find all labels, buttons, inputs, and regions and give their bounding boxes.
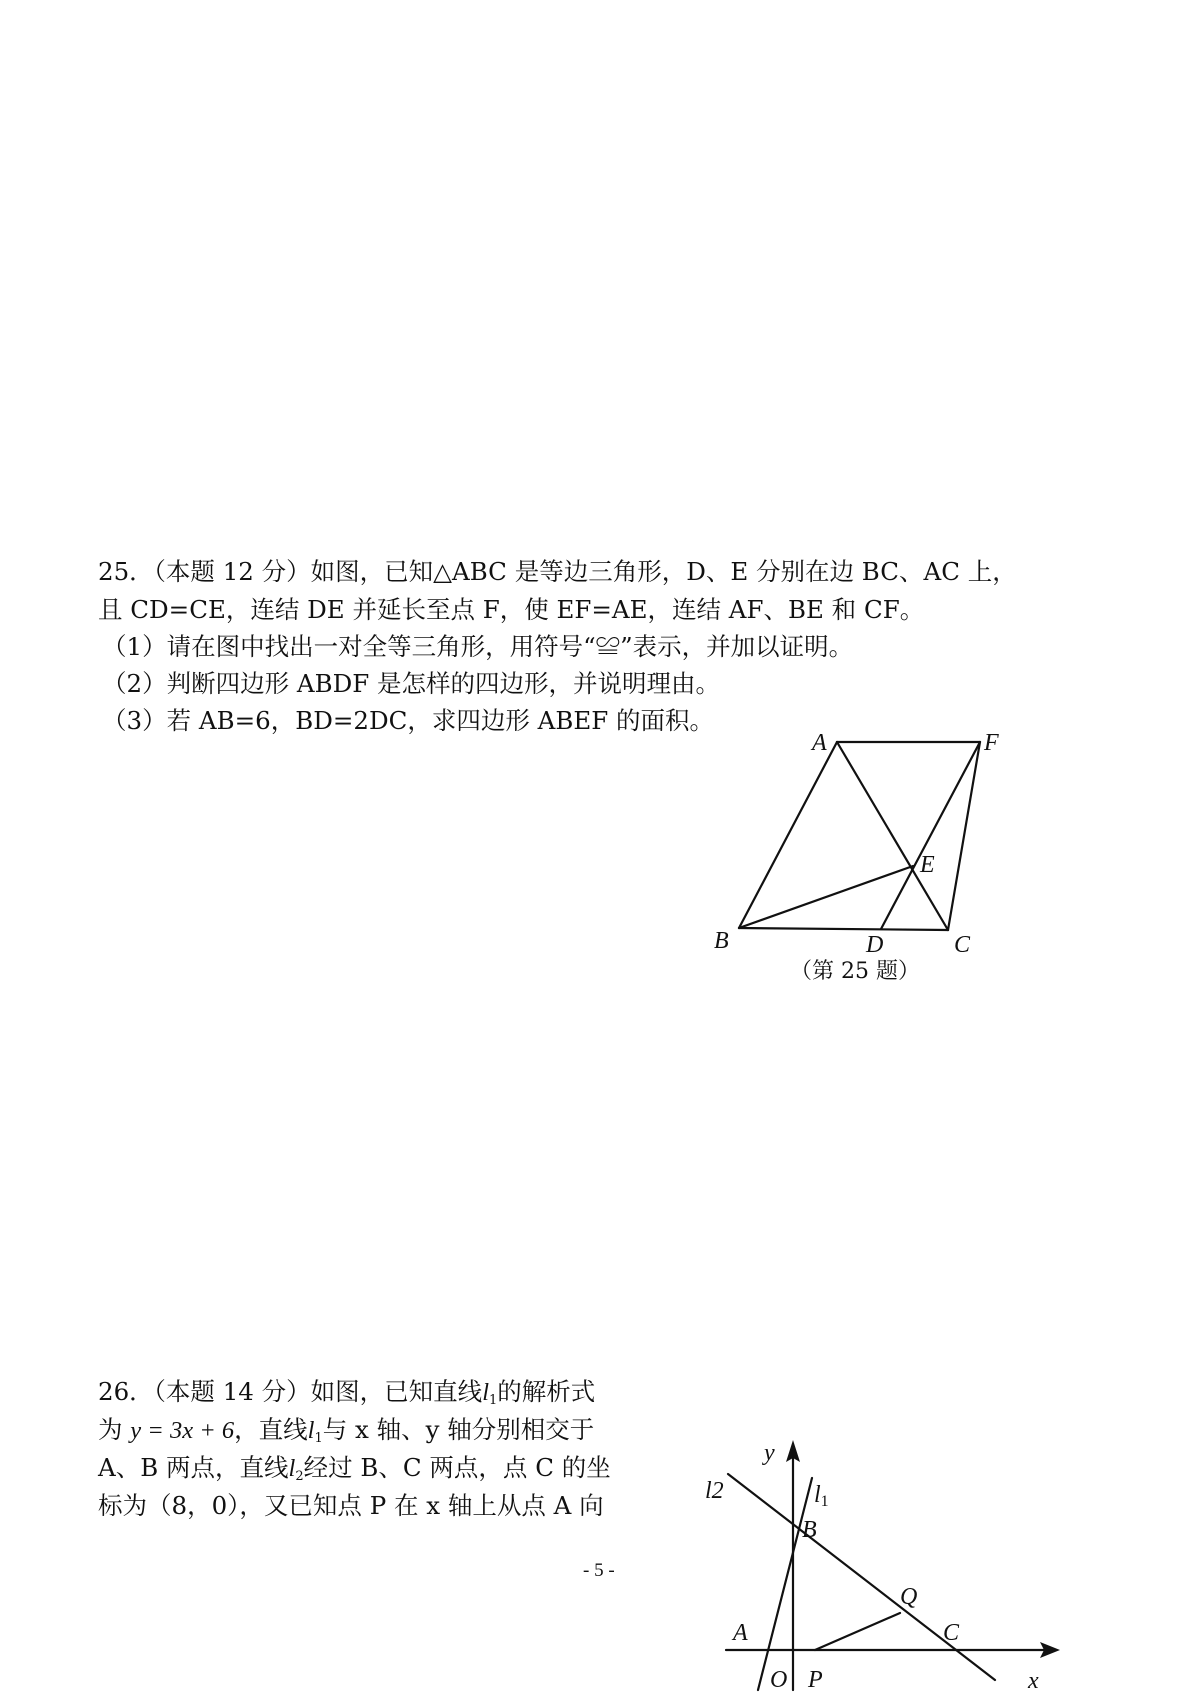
line-l1 [758, 1478, 812, 1690]
q25-part-2: （2）判断四边形 ABDF 是怎样的四边形，并说明理由。 [102, 669, 721, 698]
q26-line-2-sub: 1 [314, 1431, 323, 1446]
q26-line-1-text-a: 26．（本题 14 分）如图，已知直线 [98, 1377, 483, 1406]
label-l1-sub: 1 [820, 1493, 829, 1510]
label-l1 [814, 1482, 829, 1510]
q25-line-1: 25．（本题 12 分）如图，已知△ABC 是等边三角形，D、E 分别在边 BC、AC 上， [98, 557, 1017, 586]
label-l2: l2 [705, 1478, 724, 1504]
q26-line-2-var: l [307, 1417, 315, 1444]
label-y: y [764, 1440, 775, 1466]
q25-part-3: （3）若 AB=6，BD=2DC，求四边形 ABEF 的面积。 [102, 706, 714, 735]
label-a: A [812, 730, 827, 756]
figure-25-caption: （第 25 题） [790, 959, 920, 984]
label-f: F [984, 730, 999, 756]
label-b: B [802, 1517, 817, 1543]
label-a: A [733, 1620, 748, 1646]
q26-line-3-var: l [288, 1455, 296, 1482]
label-c: C [954, 932, 971, 958]
q26-line-1-sub: 1 [489, 1393, 498, 1408]
label-d: D [866, 932, 884, 958]
figure-25 [739, 742, 980, 930]
q26-line-3-text-b: 经过 B、C 两点，点 C 的坐 [303, 1453, 611, 1482]
q26-line-1-text-b: 的解析式 [497, 1377, 596, 1406]
label-b: B [714, 928, 729, 954]
label-l1-letter: l [814, 1482, 821, 1508]
label-q: Q [900, 1584, 918, 1610]
label-e: E [920, 852, 935, 878]
q26-line-3-sub: 2 [295, 1469, 304, 1484]
page-number: - 5 - [583, 1560, 615, 1581]
q25-line-2: 且 CD=CE，连结 DE 并延长至点 F，使 EF=AE，连结 AF、BE 和 CF。 [98, 595, 925, 624]
segment-bc [739, 928, 948, 930]
q26-line-2-text-a: 为 [98, 1415, 123, 1444]
figure-25-labels [714, 730, 999, 984]
figure-26 [726, 1440, 1060, 1690]
q26-line-2-text-c: 与 x 轴、y 轴分别相交于 [322, 1415, 595, 1444]
q26-line-3-text-a: A、B 两点，直线 [98, 1453, 289, 1482]
q25-part-1: （1）请在图中找出一对全等三角形，用符号“≌”表示，并加以证明。 [102, 632, 854, 661]
q26-equation: y = 3x + 6 [130, 1417, 235, 1444]
label-x: x [1028, 1668, 1039, 1694]
label-p: P [808, 1667, 823, 1693]
q26-line-2-text-b: ，直线 [234, 1415, 308, 1444]
segment-pq [815, 1613, 900, 1650]
label-o: O [770, 1667, 788, 1693]
q26-line-1-var: l [482, 1379, 489, 1406]
figure-26-labels [705, 1440, 1039, 1694]
segment-ab [739, 742, 837, 928]
q26-line-4: 标为（8，0），又已知点 P 在 x 轴上从点 A 向 [98, 1491, 604, 1520]
label-c: C [943, 1620, 960, 1646]
